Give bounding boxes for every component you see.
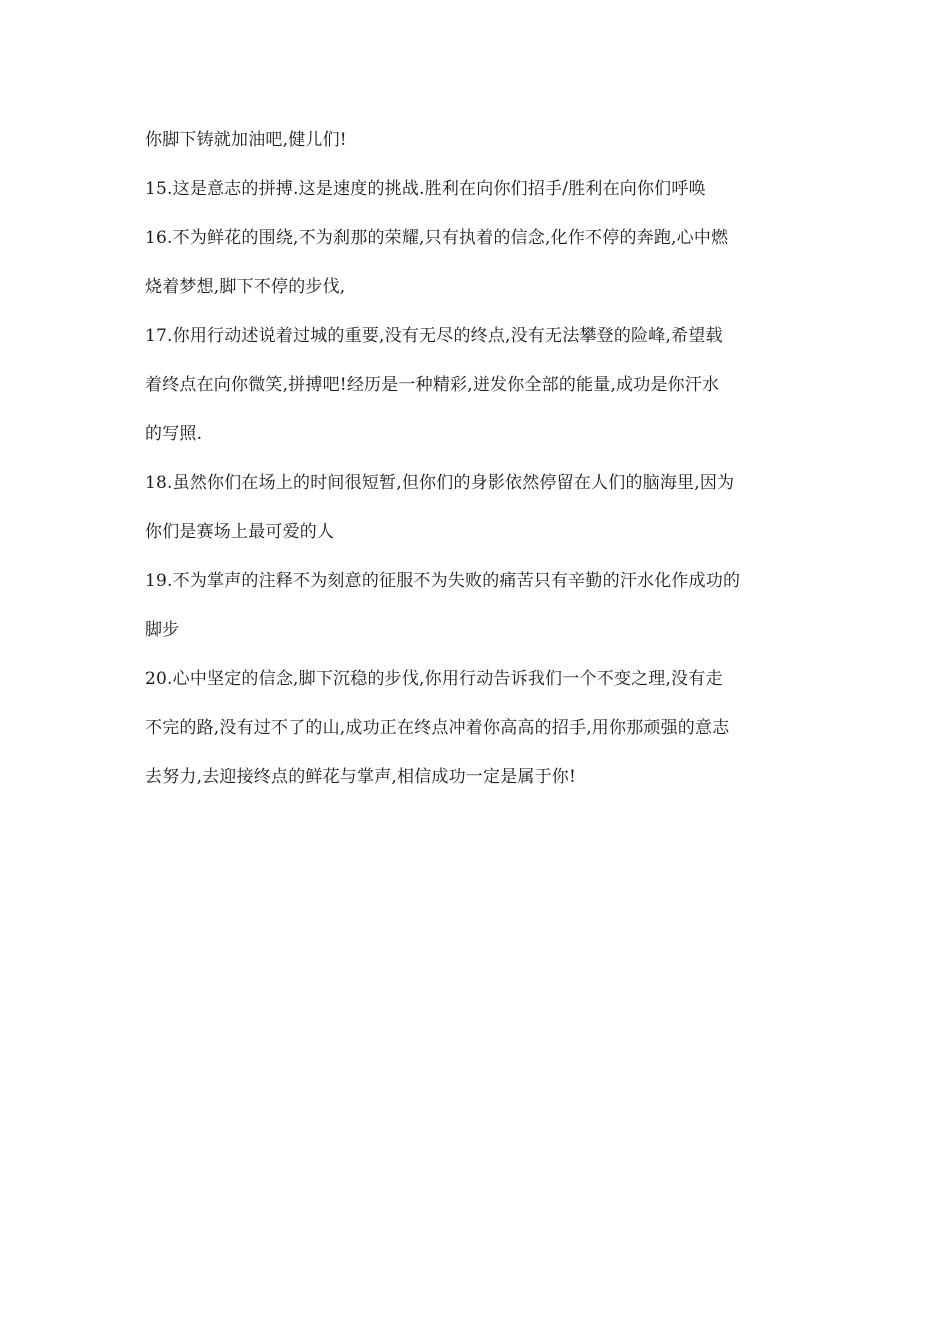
text-line: 去努力,去迎接终点的鲜花与掌声,相信成功一定是属于你! [145, 767, 577, 787]
text-line: 不完的路,没有过不了的山,成功正在终点冲着你高高的招手,用你那顽强的意志 [145, 718, 730, 738]
text-line: 15.这是意志的拼搏.这是速度的挑战.胜利在向你们招手/胜利在向你们呼唤 [145, 179, 706, 199]
text-line: 脚步 [145, 620, 180, 640]
text-line: 你们是赛场上最可爱的人 [145, 522, 335, 542]
document-body [145, 122, 810, 808]
text-line: 20.心中坚定的信念,脚下沉稳的步伐,你用行动告诉我们一个不变之理,没有走 [145, 669, 723, 689]
text-line: 的写照. [145, 424, 203, 444]
text-line: 你脚下铸就加油吧,健儿们! [145, 130, 347, 150]
text-line: 着终点在向你微笑,拼搏吧!经历是一种精彩,迸发你全部的能量,成功是你汗水 [145, 375, 720, 395]
text-line: 16.不为鲜花的围绕,不为刹那的荣耀,只有执着的信念,化作不停的奔跑,心中燃 [145, 228, 729, 248]
text-line: 18.虽然你们在场上的时间很短暂,但你们的身影依然停留在人们的脑海里,因为 [145, 473, 735, 493]
text-line: 17.你用行动述说着过城的重要,没有无尽的终点,没有无法攀登的险峰,希望载 [145, 326, 723, 346]
text-line: 19.不为掌声的注释不为刻意的征服不为失败的痛苦只有辛勤的汗水化作成功的 [145, 571, 741, 591]
text-line: 烧着梦想,脚下不停的步伐, [145, 277, 346, 297]
